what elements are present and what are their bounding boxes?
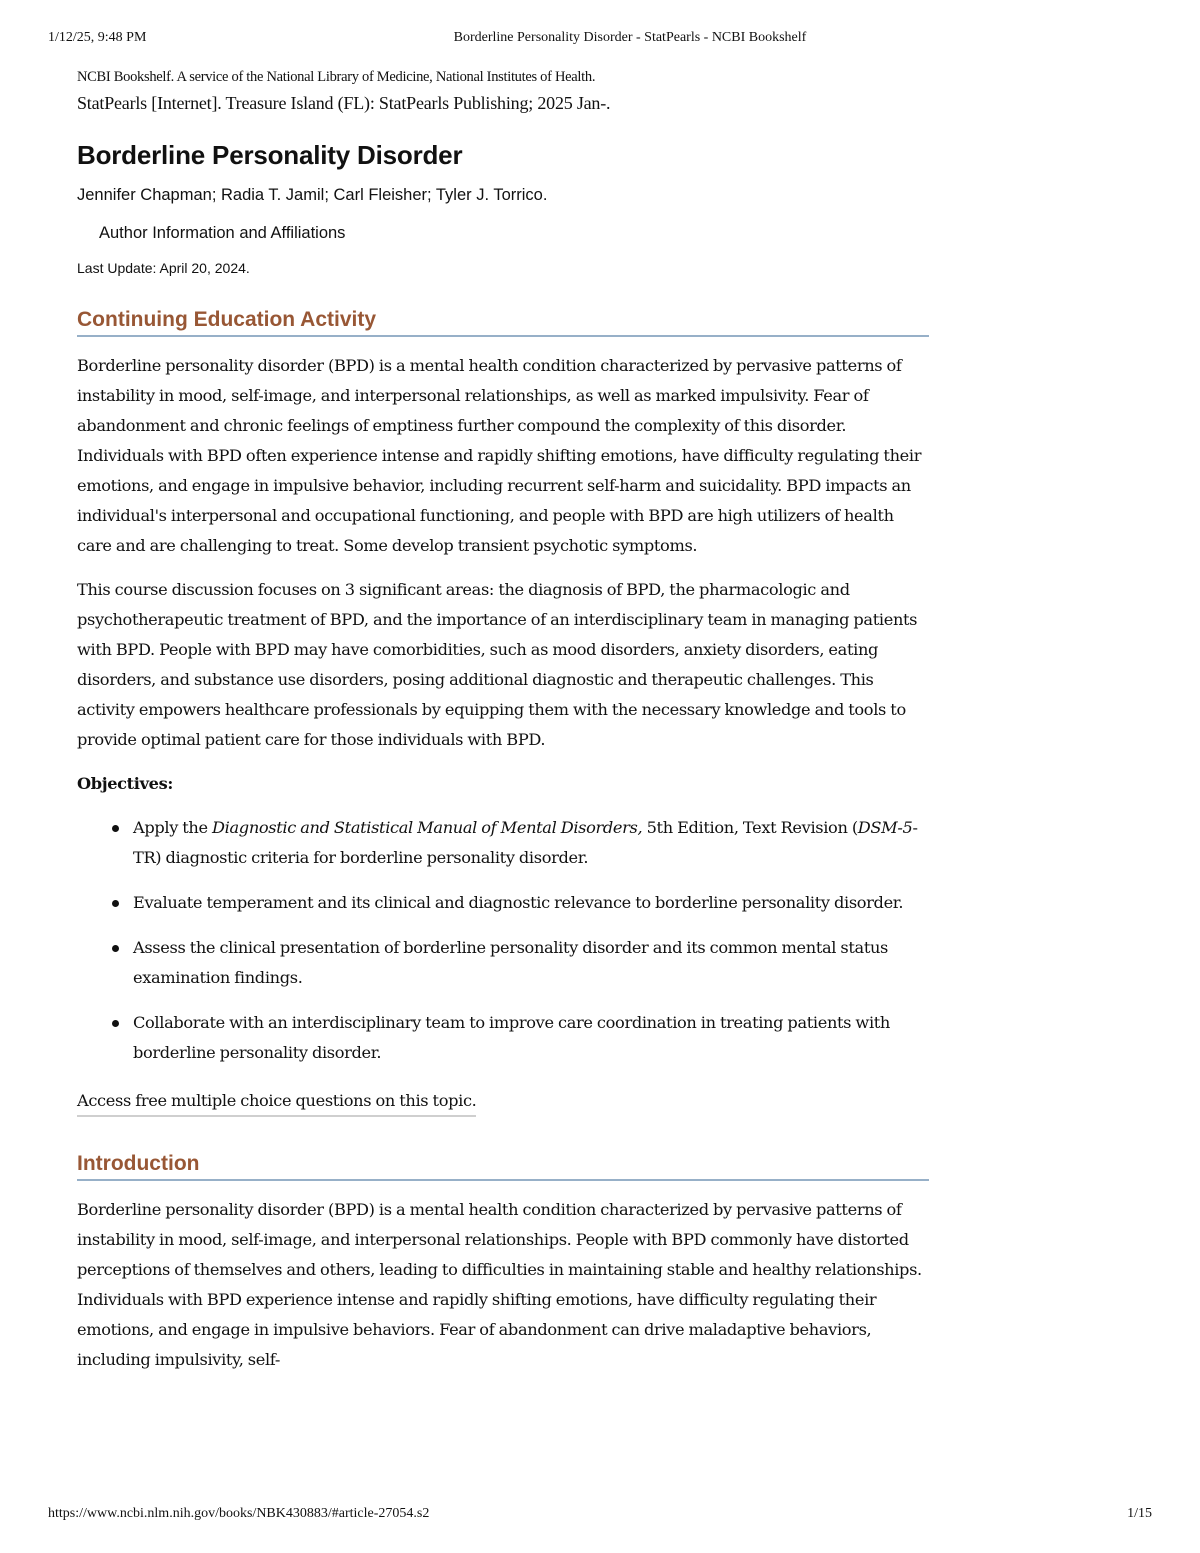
objective-3: Assess the clinical presentation of borderline personality disorder and its common mental status examination findings.	[133, 938, 889, 987]
objective-1-post: -TR) diagnostic criteria for borderline personality disorder.	[133, 818, 918, 867]
objective-4: Collaborate with an interdisciplinary team to improve care coordination in treating patients with borderline personality disorder.	[133, 1013, 891, 1062]
list-item	[77, 933, 929, 993]
last-update: Last Update: April 20, 2024.	[77, 260, 250, 276]
page-title: Borderline Personality Disorder	[77, 140, 463, 170]
objective-1-pre: Apply the	[133, 818, 213, 837]
bullet-icon	[112, 945, 119, 952]
ce-paragraph-1: Borderline personality disorder (BPD) is a mental health condition characterized by pervasive patterns of instability in mood, self-image, and interpersonal relationships, as well as marked impulsivity. Fear of abandonment and chronic feelings of emptiness further compound the complexity of this disorder. Individuals with BPD often experience intense and rapidly shifting emotions, have difficulty regulating their emotions, and engage in impulsive behavior, including recurrent self-harm and suicidality. BPD impacts an individual's interpersonal and occupational functioning, and people with BPD are high utilizers of health care and are challenging to treat. Some develop transient psychotic symptoms.	[77, 356, 922, 555]
article-content	[77, 66, 929, 1375]
bullet-icon	[112, 825, 119, 832]
section-heading-continuing-education: Continuing Education Activity	[77, 305, 929, 337]
ce-paragraph-2: This course discussion focuses on 3 significant areas: the diagnosis of BPD, the pharmacologic and psychotherapeutic treatment of BPD, and the importance of an interdisciplinary team in managing patients with BPD. People with BPD may have comorbidities, such as mood disorders, anxiety disorders, eating disorders, and substance use disorders, posing additional diagnostic and therapeutic challenges. This activity empowers healthcare professionals by equipping them with the necessary knowledge and tools to provide optimal patient care for those individuals with BPD.	[77, 580, 918, 749]
author-info-toggle[interactable]: Author Information and Affiliations	[99, 224, 346, 242]
list-item	[77, 813, 929, 873]
print-url: https://www.ncbi.nlm.nih.gov/books/NBK430883/#article-27054.s2	[48, 1506, 430, 1521]
list-item	[77, 888, 929, 918]
list-item	[77, 1008, 929, 1068]
print-header	[48, 30, 1152, 50]
objective-1-dsm-abbrev: DSM-5	[857, 818, 913, 837]
print-datetime: 1/12/25, 9:48 PM	[48, 30, 147, 45]
bullet-icon	[112, 1020, 119, 1027]
citation: StatPearls [Internet]. Treasure Island (FL): StatPearls Publishing; 2025 Jan-.	[77, 93, 611, 113]
objective-1-mid: 5th Edition, Text Revision (	[642, 818, 858, 837]
author-list[interactable]: Jennifer Chapman; Radia T. Jamil; Carl Fleisher; Tyler J. Torrico.	[77, 186, 548, 204]
bookshelf-notice: NCBI Bookshelf. A service of the National Library of Medicine, National Institutes of Health.	[77, 69, 596, 85]
objectives-label: Objectives:	[77, 774, 174, 793]
objective-1-dsm-title: Diagnostic and Statistical Manual of Mental Disorders,	[212, 818, 643, 837]
mcq-link[interactable]: Access free multiple choice questions on this topic.	[77, 1087, 476, 1117]
objective-2: Evaluate temperament and its clinical and diagnostic relevance to borderline personality disorder.	[133, 893, 904, 912]
page-indicator: 1/15	[1127, 1506, 1152, 1521]
bullet-icon	[112, 900, 119, 907]
intro-paragraph-1: Borderline personality disorder (BPD) is a mental health condition characterized by pervasive patterns of instability in mood, self-image, and interpersonal relationships. People with BPD commonly have distorted perceptions of themselves and others, leading to difficulties in maintaining stable and healthy relationships. Individuals with BPD experience intense and rapidly shifting emotions, have difficulty regulating their emotions, and engage in impulsive behaviors. Fear of abandonment can drive maladaptive behaviors, including impulsivity, self-	[77, 1200, 922, 1369]
print-document-title: Borderline Personality Disorder - StatPearls - NCBI Bookshelf	[453, 30, 807, 45]
section-heading-introduction: Introduction	[77, 1149, 929, 1181]
print-footer	[48, 1506, 1152, 1526]
objectives-list	[77, 813, 929, 1068]
